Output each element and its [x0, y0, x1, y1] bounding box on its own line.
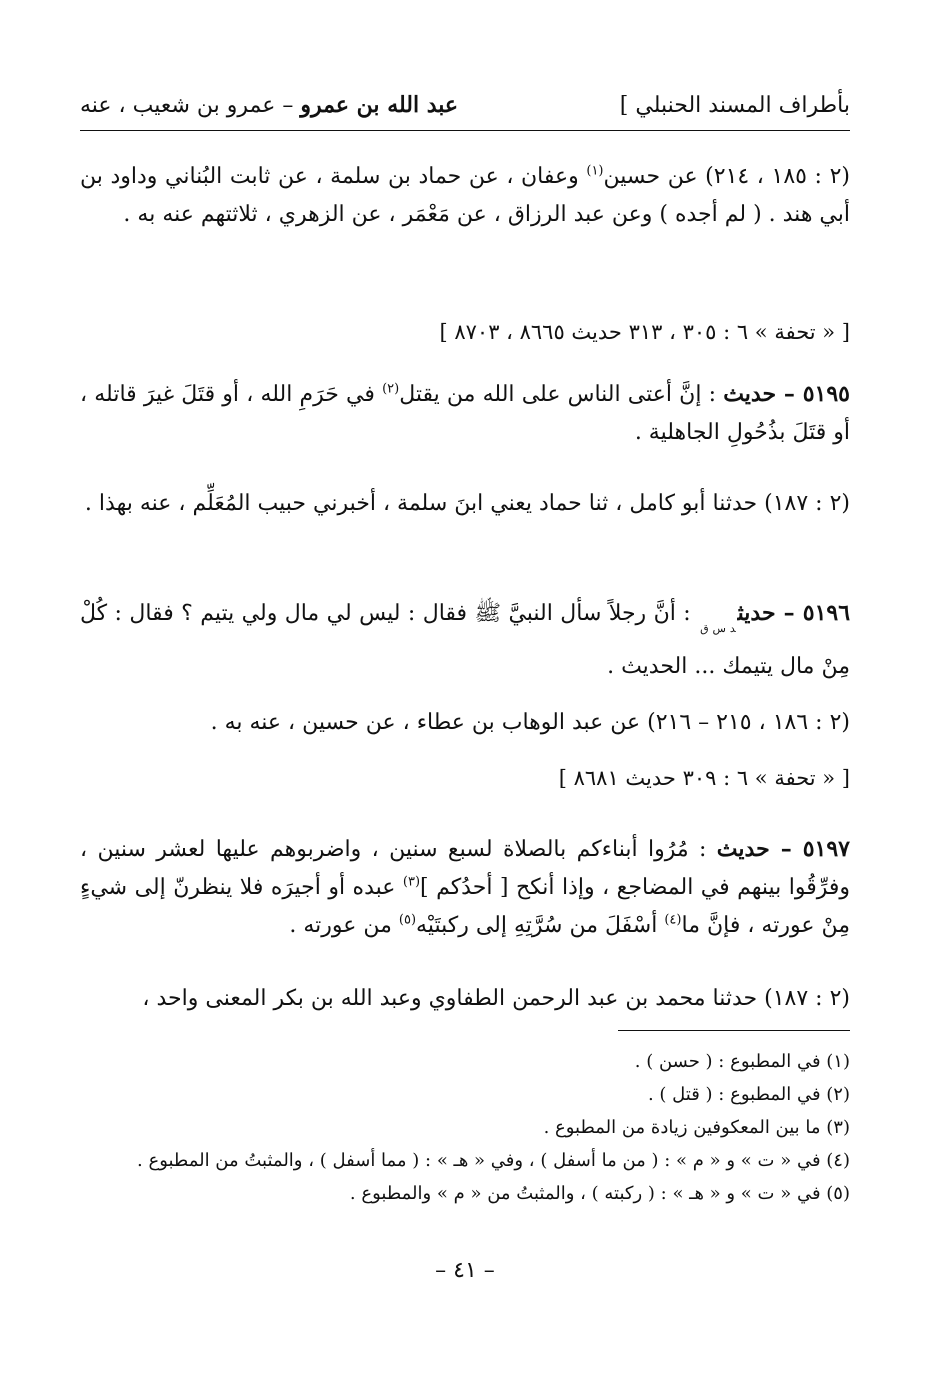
footnote-marker: (٢): [382, 381, 400, 397]
footnote-5: (٥) في « ت » و « هـ » : ( ركبته ) ، والمثبتُ من « م » والمطبوع .: [349, 1183, 850, 1204]
hadith-keyword: – حديث: [737, 600, 803, 626]
footnote-marker: (١): [586, 163, 604, 179]
hadith-number: ٥١٩٥: [802, 381, 850, 407]
footnote-2: (٢) في المطبوع : ( قتل ) .: [647, 1084, 850, 1105]
hadith-keyword: – حديث: [716, 836, 803, 862]
tuhfa-reference: [ « تحفة » ٦ : ٣٠٥ ، ٣١٣ حديث ٨٦٦٥ ، ٨٧٠٣ ]: [439, 320, 850, 344]
page-number: – ٤١ –: [435, 1258, 495, 1283]
isnad-block: (٢ : ١٨٥ ، ٢١٤) عن حسين$^{(١)}$ وعفان ، عن حماد بن سلمة ، عن ثابت البُناني وداود بن أبي هند . ( لم أجده ) وعن عبد الرزاق ، عن مَعْمَر ، عن الزهري ، ثلاثتهم عنه به .: [80, 163, 850, 227]
footnote-marker: (٥): [398, 912, 417, 928]
running-head: [80, 92, 850, 131]
footnote-3: (٣) ما بين المعكوفين زيادة من المطبوع .: [543, 1117, 850, 1138]
footnote-marker: (٣): [402, 874, 421, 890]
hadith-number: ٥١٩٦: [802, 600, 851, 626]
footnote-marker: (٤): [664, 912, 682, 928]
footnote-divider: [618, 1030, 850, 1031]
running-head-right: بأطراف المسند الحنبلي ]: [619, 93, 850, 118]
hadith-number: ٥١٩٧: [802, 836, 850, 862]
isnad-block: (٢ : ١٨٦ ، ٢١٥ – ٢١٦) عن عبد الوهاب بن عطاء ، عن حسين ، عنه به .: [210, 710, 850, 735]
hadith-keyword: – حديث: [723, 381, 803, 407]
hadith-5195: ٥١٩٥ – حديث : إنَّ أعتى الناس على الله من يقتل$^{(٢)}$ في حَرَمِ الله ، أو قتَلَ غيرَ قاتله ، أو قتَلَ بذُحُولِ الجاهلية .: [80, 381, 850, 445]
footnote-1: (١) في المطبوع : ( حسن ) .: [634, 1051, 850, 1072]
hadith-5197: ٥١٩٧ – حديث : مُرُوا أبناءكم بالصلاة لسبع سنين ، واضربوهم عليها لعشر سنين ، وفرِّقُوا بينهم في المضاجع ، وإذا أنكح [ أحدُكم ]$^{(٣)}$ عبده أو أجيرَه فلا ينظرنّ إلى شيءٍ مِنْ عورته ، فإنَّ ما$^{(٤)}$ أسْفَلَ من سُرَّتِهِ إلى ركبتَيْه$^{(٥)}$ من عورته .: [80, 836, 851, 938]
running-head-author: عبد الله بن عمرو: [300, 92, 459, 118]
isnad-block: (٢ : ١٨٧) حدثنا محمد بن عبد الرحمن الطفاوي وعبد الله بن بكر المعنى واحد ،: [142, 986, 850, 1011]
page: [80, 92, 851, 1283]
footnotes: [80, 1045, 850, 1210]
hadith-5196: ٥١٩٦ – حديث$_{د س ق}$ : أنَّ رجلاً سأل النبيَّ ﷺ فقال : ليس لي مال ولي يتيم ؟ فقال : كُلْ مِنْ مال يتيمك ... الحديث .: [80, 600, 851, 679]
isnad-block: (٢ : ١٨٧) حدثنا أبو كامل ، ثنا حماد يعني ابنَ سلمة ، أخبرني حبيب المُعَلِّم ، عنه بهذا .: [84, 491, 850, 516]
running-head-left: [80, 92, 458, 118]
footnote-4: (٤) في « ت » و « م » : ( من ما أسفل ) ، وفي « هـ » : ( مما أسفل ) ، والمثبتُ من المطبوع .: [137, 1150, 850, 1171]
running-head-chain: – عمرو بن شعيب ، عنه: [80, 93, 301, 118]
collection-sigla: د س ق: [700, 622, 736, 635]
tuhfa-reference: [ « تحفة » ٦ : ٣٠٩ حديث ٨٦٨١ ]: [558, 766, 850, 790]
